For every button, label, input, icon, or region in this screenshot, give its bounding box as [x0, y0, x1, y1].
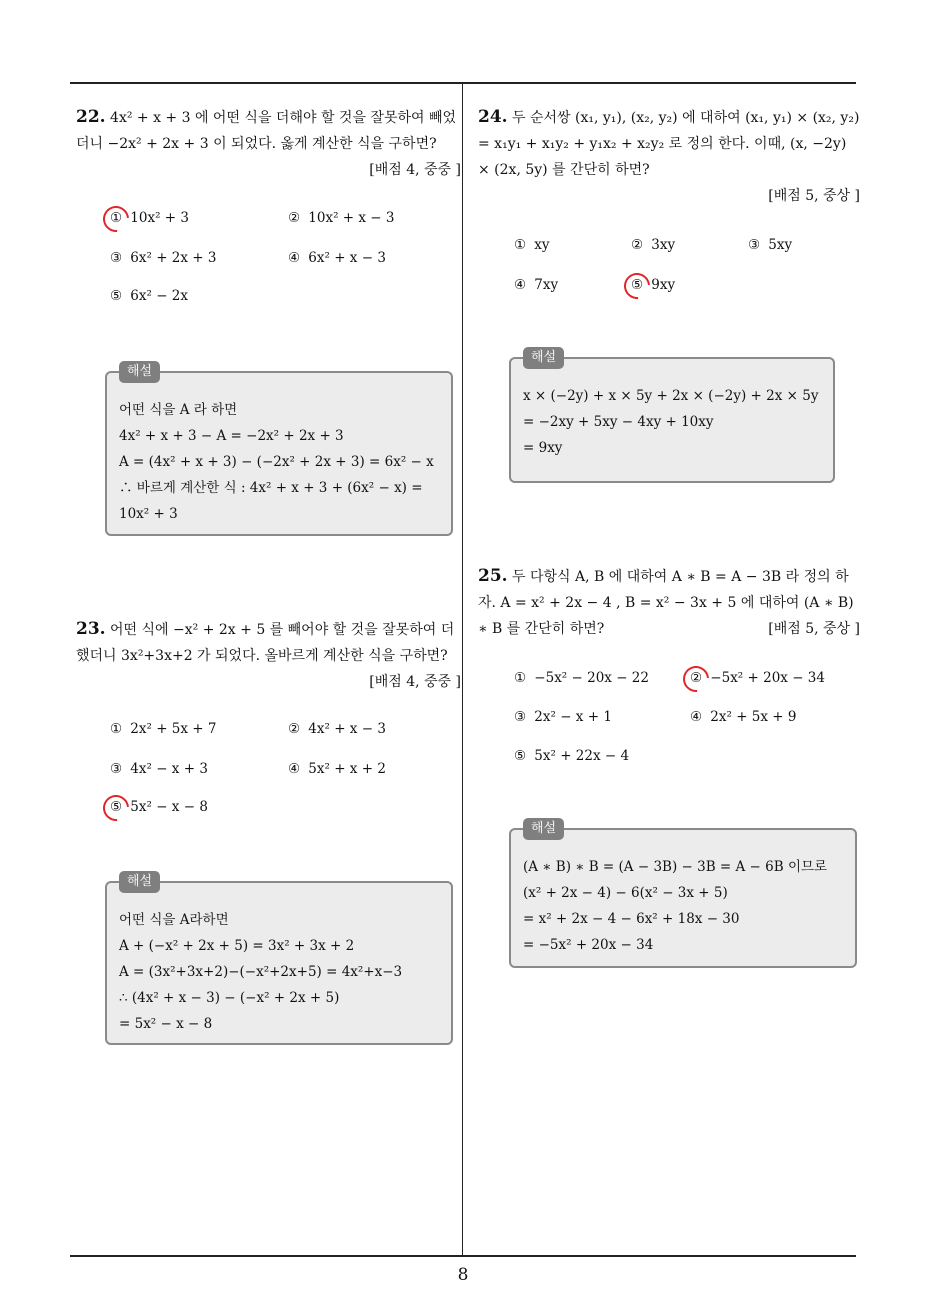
choice-2[interactable]: [686, 670, 825, 686]
question-number: 22.: [76, 107, 106, 127]
choice-expr: 7xy: [534, 277, 559, 293]
choice-number: ①: [513, 670, 527, 686]
solution-label: 해설: [523, 818, 564, 840]
choices-24: [510, 237, 890, 297]
question-24: [478, 104, 860, 209]
choice-number: ②: [686, 670, 706, 686]
solution-box-25: [509, 821, 857, 968]
choice-number: ⑤: [513, 748, 527, 764]
question-meta: [배점 4, 중중 ]: [369, 162, 461, 178]
choice-expr: 4x² − x + 3: [130, 761, 208, 777]
solution-label: 해설: [119, 871, 160, 893]
question-meta: [배점 4, 중중 ]: [369, 674, 461, 690]
choice-number: ④: [689, 709, 703, 725]
choices-22: [106, 210, 486, 310]
choice-3[interactable]: [106, 250, 217, 266]
choice-number: ④: [287, 761, 301, 777]
choice-expr: 5x² − x − 8: [130, 799, 208, 815]
solution-line: x × (−2y) + x × 5y + 2x × (−2y) + 2x × 5y: [523, 388, 819, 404]
choice-expr: 5x² + 22x − 4: [534, 748, 630, 764]
question-text: 4x² + x + 3 에 어떤 식을 더해야 할 것을 잘못하여 빼었더니 −2x² + 2x + 3 이 되었다. 옳게 계산한 식을 구하면?: [76, 110, 457, 152]
question-number: 23.: [76, 619, 106, 639]
solution-line: = −5x² + 20x − 34: [523, 937, 654, 953]
question-text: 두 다항식 A, B 에 대하여 A ∗ B = A − 3B 라 정의 하자. A = x² + 2x − 4 , B = x² − 3x + 5 에 대하여 (A ∗ B) ∗ B 를 간단히 하면?: [478, 569, 854, 637]
solution-line: 어떤 식을 A 라 하면: [119, 402, 238, 418]
solution-line: 10x² + 3: [119, 506, 178, 522]
choice-2[interactable]: [284, 721, 386, 737]
choice-number: ③: [747, 237, 761, 253]
choice-3[interactable]: [510, 709, 612, 725]
choice-expr: 4x² + x − 3: [308, 721, 386, 737]
solution-line: = 9xy: [523, 440, 563, 456]
choice-number: ③: [513, 709, 527, 725]
choice-expr: 9xy: [651, 277, 676, 293]
choice-expr: 6x² − 2x: [130, 288, 189, 304]
solution-line: = x² + 2x − 4 − 6x² + 18x − 30: [523, 911, 740, 927]
choice-number: ③: [109, 250, 123, 266]
choices-25: [510, 670, 890, 770]
choice-number: ②: [630, 237, 644, 253]
choice-number: ⑤: [627, 277, 647, 293]
choice-number: ④: [513, 277, 527, 293]
choice-expr: 2x² + 5x + 7: [130, 721, 217, 737]
question-meta: [배점 5, 중상 ]: [768, 621, 860, 637]
top-rule: [70, 82, 856, 84]
choice-expr: 2x² + 5x + 9: [710, 709, 797, 725]
choice-4[interactable]: [284, 250, 386, 266]
choice-1[interactable]: [106, 721, 217, 737]
solution-line: A + (−x² + 2x + 5) = 3x² + 3x + 2: [119, 938, 355, 954]
choice-expr: −5x² + 20x − 34: [710, 670, 825, 686]
choice-1[interactable]: [106, 210, 189, 226]
choice-expr: 10x² + 3: [130, 210, 189, 226]
choice-5[interactable]: [510, 748, 629, 764]
choice-expr: 6x² + x − 3: [308, 250, 386, 266]
choice-4[interactable]: [686, 709, 797, 725]
choice-5[interactable]: [627, 277, 675, 293]
choice-expr: xy: [534, 237, 550, 253]
solution-box-24: [509, 350, 835, 483]
solution-line: ∴ 바르게 계산한 식 : 4x² + x + 3 + (6x² − x) =: [119, 480, 423, 496]
choice-5[interactable]: [106, 288, 188, 304]
choice-number: ②: [287, 721, 301, 737]
choices-23: [106, 721, 486, 821]
choice-1[interactable]: [510, 670, 649, 686]
choice-number: ⑤: [106, 799, 126, 815]
solution-line: ∴ (4x² + x − 3) − (−x² + 2x + 5): [119, 990, 340, 1006]
question-text: 두 순서쌍 (x₁, y₁), (x₂, y₂) 에 대하여 (x₁, y₁) × (x₂, y₂) = x₁y₁ + x₁y₂ + y₁x₂ + x₂y₂ 로 정의 한다. 이때, (x, −2y) × (2x, 5y) 를 간단히 하면?: [478, 110, 860, 178]
solution-box-22: [105, 364, 453, 536]
choice-number: ①: [106, 210, 126, 226]
solution-line: (x² + 2x − 4) − 6(x² − 3x + 5): [523, 885, 728, 901]
choice-number: ④: [287, 250, 301, 266]
solution-label: 해설: [523, 347, 564, 369]
choice-3[interactable]: [744, 237, 792, 253]
solution-line: = −2xy + 5xy − 4xy + 10xy: [523, 414, 714, 430]
question-22: [76, 104, 461, 183]
choice-2[interactable]: [284, 210, 395, 226]
question-meta: [배점 5, 중상 ]: [768, 188, 860, 204]
question-number: 24.: [478, 107, 508, 127]
choice-number: ①: [513, 237, 527, 253]
solution-line: = 5x² − x − 8: [119, 1016, 213, 1032]
solution-box-23: [105, 874, 453, 1045]
choice-expr: 5xy: [768, 237, 793, 253]
solution-line: A = (3x²+3x+2)−(−x²+2x+5) = 4x²+x−3: [119, 964, 403, 980]
solution-label: 해설: [119, 361, 160, 383]
choice-expr: 3xy: [651, 237, 676, 253]
choice-number: ①: [109, 721, 123, 737]
choice-5[interactable]: [106, 799, 208, 815]
choice-expr: 10x² + x − 3: [308, 210, 395, 226]
bottom-rule: [70, 1255, 856, 1257]
solution-line: (A ∗ B) ∗ B = (A − 3B) − 3B = A − 6B 이므로: [523, 859, 828, 875]
question-text: 어떤 식에 −x² + 2x + 5 를 빼어야 할 것을 잘못하여 더했더니 3x²+3x+2 가 되었다. 올바르게 계산한 식을 구하면?: [76, 622, 455, 664]
choice-number: ②: [287, 210, 301, 226]
choice-expr: 6x² + 2x + 3: [130, 250, 217, 266]
choice-2[interactable]: [627, 237, 675, 253]
choice-expr: 2x² − x + 1: [534, 709, 612, 725]
choice-number: ③: [109, 761, 123, 777]
choice-4[interactable]: [510, 277, 558, 293]
choice-number: ⑤: [109, 288, 123, 304]
choice-3[interactable]: [106, 761, 208, 777]
choice-4[interactable]: [284, 761, 386, 777]
question-number: 25.: [478, 566, 508, 586]
solution-line: A = (4x² + x + 3) − (−2x² + 2x + 3) = 6x² − x: [119, 454, 434, 470]
choice-1[interactable]: [510, 237, 550, 253]
question-23: [76, 616, 461, 695]
choice-expr: −5x² − 20x − 22: [534, 670, 649, 686]
solution-line: 4x² + x + 3 − A = −2x² + 2x + 3: [119, 428, 344, 444]
question-25: [478, 563, 860, 642]
solution-line: 어떤 식을 A라하면: [119, 912, 229, 928]
choice-expr: 5x² + x + 2: [308, 761, 386, 777]
page-number: 8: [457, 1265, 469, 1285]
